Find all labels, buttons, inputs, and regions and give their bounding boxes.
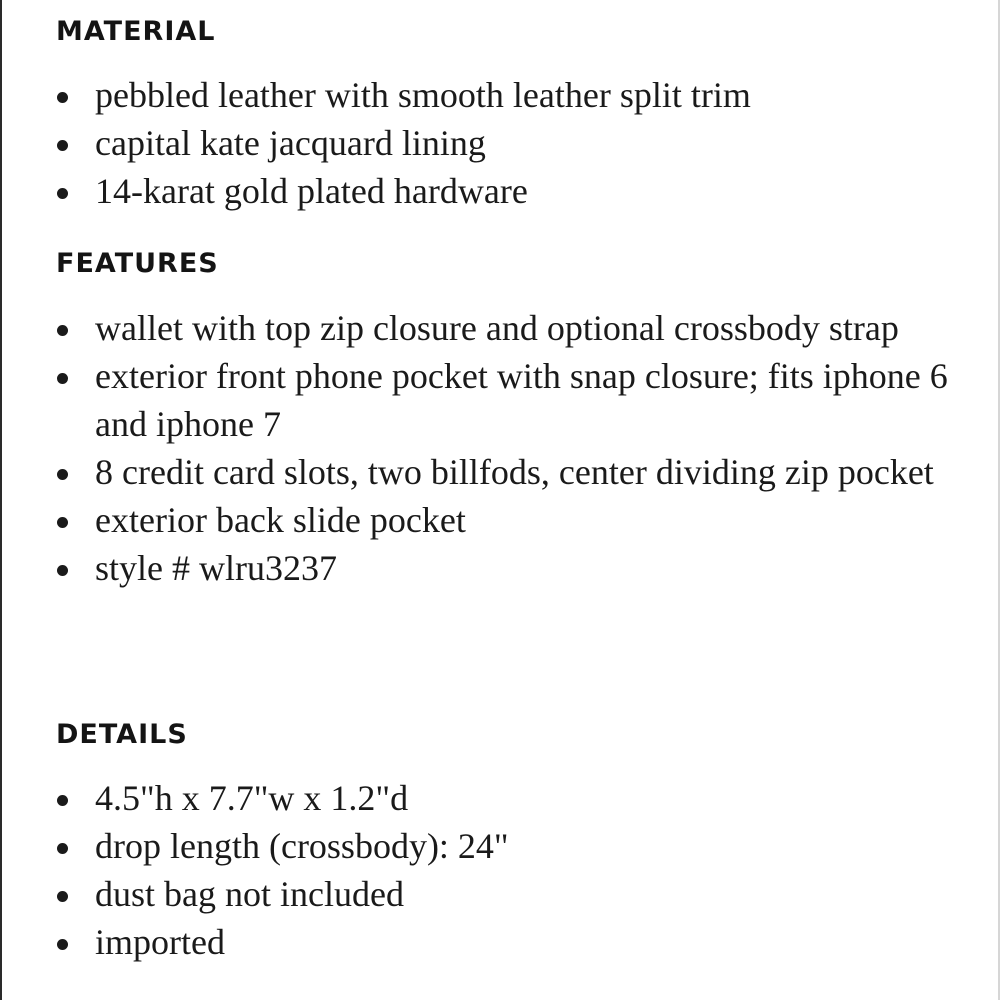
list-item-text: 4.5"h x 7.7"w x 1.2"d xyxy=(95,778,409,818)
features-list xyxy=(56,304,956,592)
list-item-text: style # wlru3237 xyxy=(95,548,337,588)
bullet-icon xyxy=(57,140,68,151)
bullet-icon xyxy=(57,843,68,854)
list-item-text: exterior back slide pocket xyxy=(95,500,466,540)
material-section xyxy=(56,16,956,215)
bullet-icon xyxy=(57,325,68,336)
details-list xyxy=(56,774,956,966)
material-list xyxy=(56,71,956,215)
list-item-text: exterior front phone pocket with snap closure; fits iphone 6 and iphone 7 xyxy=(95,356,948,444)
list-item xyxy=(56,918,956,966)
material-heading: MATERIAL xyxy=(56,16,216,47)
features-heading: FEATURES xyxy=(56,248,219,279)
list-item-text: capital kate jacquard lining xyxy=(95,123,486,163)
bullet-icon xyxy=(57,373,68,384)
list-item xyxy=(56,870,956,918)
details-section xyxy=(56,719,956,966)
list-item-text: 8 credit card slots, two billfods, center dividing zip pocket xyxy=(95,452,934,492)
list-item xyxy=(56,352,956,448)
bullet-icon xyxy=(57,188,68,199)
bullet-icon xyxy=(57,891,68,902)
list-item xyxy=(56,119,956,167)
bullet-icon xyxy=(57,517,68,528)
list-item-text: dust bag not included xyxy=(95,874,404,914)
list-item-text: imported xyxy=(95,922,225,962)
list-item xyxy=(56,71,956,119)
list-item xyxy=(56,304,956,352)
bullet-icon xyxy=(57,939,68,950)
list-item xyxy=(56,822,956,870)
bullet-icon xyxy=(57,565,68,576)
list-item xyxy=(56,448,956,496)
bullet-icon xyxy=(57,469,68,480)
list-item xyxy=(56,774,956,822)
list-item-text: pebbled leather with smooth leather split trim xyxy=(95,75,751,115)
list-item xyxy=(56,167,956,215)
list-item xyxy=(56,496,956,544)
list-item-text: 14-karat gold plated hardware xyxy=(95,171,528,211)
details-heading: DETAILS xyxy=(56,719,188,750)
list-item xyxy=(56,544,956,592)
list-item-text: wallet with top zip closure and optional crossbody strap xyxy=(95,308,899,348)
left-border xyxy=(0,0,2,1000)
bullet-icon xyxy=(57,795,68,806)
features-section xyxy=(56,248,956,592)
list-item-text: drop length (crossbody): 24" xyxy=(95,826,509,866)
bullet-icon xyxy=(57,92,68,103)
